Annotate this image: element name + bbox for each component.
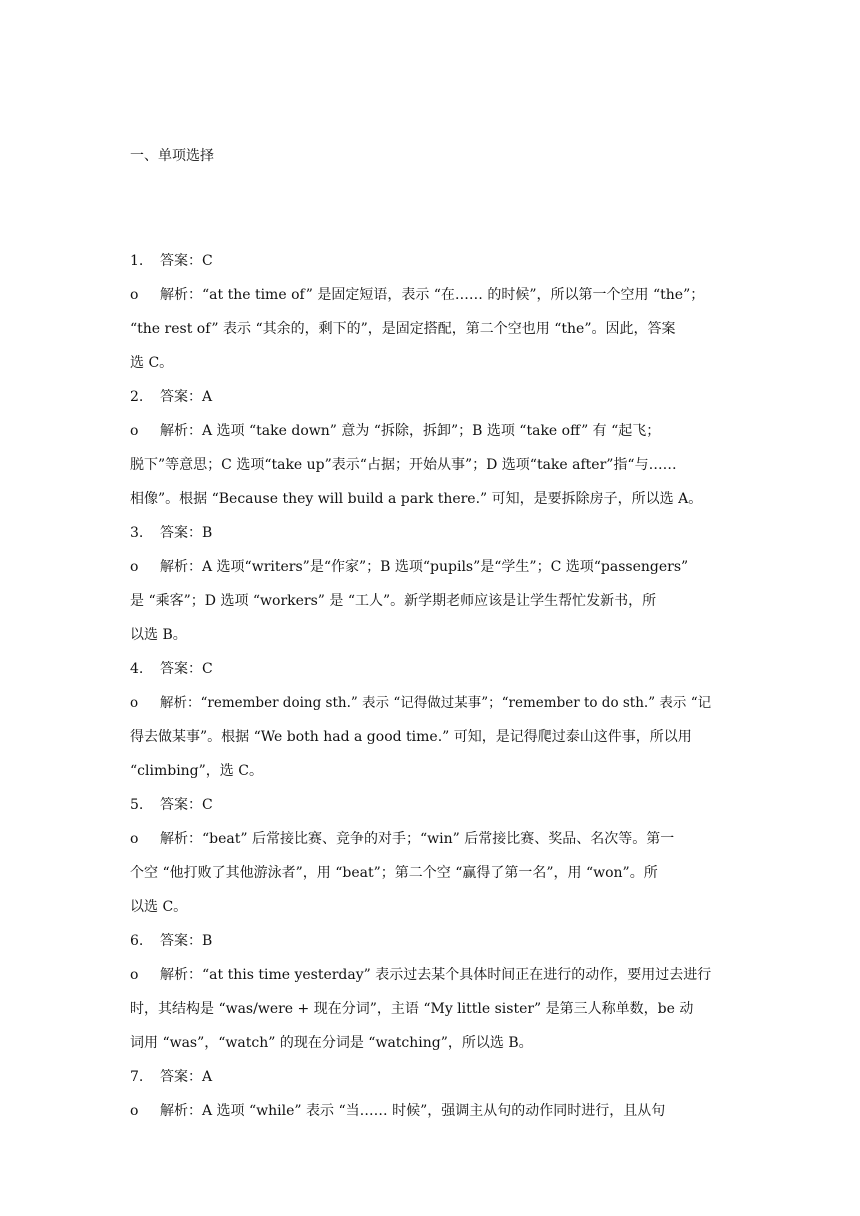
answer-text: 答案：C — [160, 797, 213, 813]
explanation-text: “climbing”，选 C。 — [130, 763, 263, 779]
explanation-text: “the rest of” 表示 “其余的，剩下的”，是固定搭配，第二个空也用 “the”。因此，答案 — [130, 321, 676, 337]
explanation-line — [130, 686, 730, 720]
explanation-line — [130, 346, 730, 380]
explanation-text: 解析：“remember doing sth.” 表示 “记得做过某事”；“remember to do sth.” 表示 “记 — [160, 695, 712, 711]
explanation-text: 词用 “was”，“watch” 的现在分词是 “watching”，所以选 B。 — [130, 1035, 533, 1051]
explanation-text: 解析：“at the time of” 是固定短语，表示 “在…… 的时候”，所以第一个空用 “the”； — [160, 287, 705, 303]
item-number: 1. — [130, 253, 144, 269]
explanation-text: 脱下”等意思；C 选项“take up”表示“占据；开始从事”；D 选项“take after”指“与…… — [130, 457, 677, 473]
explanation-line — [130, 822, 730, 856]
bullet-marker: o — [130, 1103, 139, 1119]
answer-line — [130, 652, 730, 686]
item-number: 5. — [130, 797, 144, 813]
explanation-line — [130, 992, 730, 1026]
explanation-line — [130, 1026, 730, 1060]
item-number: 6. — [130, 933, 144, 949]
bullet-marker: o — [130, 423, 139, 439]
bullet-marker: o — [130, 831, 139, 847]
bullet-marker: o — [130, 967, 139, 983]
explanation-text: 解析：A 选项 “take down” 意为 “拆除，拆卸”；B 选项 “take off” 有 “起飞； — [160, 423, 661, 439]
answer-list — [130, 244, 730, 1128]
explanation-line — [130, 584, 730, 618]
section-title: 一、单项选择 — [130, 148, 214, 164]
explanation-line — [130, 312, 730, 346]
explanation-text: 解析：“at this time yesterday” 表示过去某个具体时间正在进行的动作，要用过去进行 — [160, 967, 712, 983]
bullet-marker: o — [130, 287, 139, 303]
explanation-line — [130, 958, 730, 992]
answer-line — [130, 788, 730, 822]
answer-text: 答案：A — [160, 1069, 213, 1085]
answer-line — [130, 924, 730, 958]
explanation-line — [130, 720, 730, 754]
explanation-text: 选 C。 — [130, 355, 174, 371]
answer-item — [130, 788, 730, 924]
explanation-text: 以选 B。 — [130, 627, 187, 643]
item-number: 3. — [130, 525, 144, 541]
explanation-text: 是 “乘客”；D 选项 “workers” 是 “工人”。新学期老师应该是让学生帮忙发新书，所 — [130, 593, 657, 609]
explanation-text: 得去做某事”。根据 “We both had a good time.” 可知，是记得爬过泰山这件事，所以用 — [130, 729, 692, 745]
answer-item — [130, 244, 730, 380]
explanation-text: 解析：A 选项“writers”是“作家”；B 选项“pupils”是“学生”；C 选项“passengers” — [160, 559, 689, 575]
explanation-line — [130, 856, 730, 890]
item-number: 4. — [130, 661, 144, 677]
answer-text: 答案：C — [160, 661, 213, 677]
bullet-marker: o — [130, 695, 139, 711]
answer-text: 答案：B — [160, 933, 213, 949]
explanation-text: 时，其结构是 “was/were + 现在分词”，主语 “My little sister” 是第三人称单数，be 动 — [130, 1001, 694, 1017]
explanation-line — [130, 448, 730, 482]
explanation-line — [130, 754, 730, 788]
answer-item — [130, 516, 730, 652]
explanation-line — [130, 414, 730, 448]
explanation-line — [130, 550, 730, 584]
explanation-text: 以选 C。 — [130, 899, 188, 915]
explanation-text: 个空 “他打败了其他游泳者”，用 “beat”；第二个空 “赢得了第一名”，用 “won”。所 — [130, 865, 658, 881]
answer-item — [130, 1060, 730, 1128]
answer-item — [130, 380, 730, 516]
explanation-text: 相像”。根据 “Because they will build a park there.” 可知，是要拆除房子，所以选 A。 — [130, 491, 703, 507]
answer-line — [130, 516, 730, 550]
answer-text: 答案：B — [160, 525, 213, 541]
explanation-line — [130, 482, 730, 516]
explanation-line — [130, 890, 730, 924]
explanation-line — [130, 278, 730, 312]
explanation-line — [130, 1094, 730, 1128]
explanation-line — [130, 618, 730, 652]
item-number: 2. — [130, 389, 144, 405]
answer-line — [130, 244, 730, 278]
explanation-text: 解析：“beat” 后常接比赛、竞争的对手；“win” 后常接比赛、奖品、名次等。第一 — [160, 831, 675, 847]
bullet-marker: o — [130, 559, 139, 575]
answer-item — [130, 924, 730, 1060]
answer-line — [130, 380, 730, 414]
answer-item — [130, 652, 730, 788]
explanation-text: 解析：A 选项 “while” 表示 “当…… 时候”，强调主从句的动作同时进行，且从句 — [160, 1103, 666, 1119]
answer-text: 答案：A — [160, 389, 213, 405]
item-number: 7. — [130, 1069, 144, 1085]
answer-text: 答案：C — [160, 253, 213, 269]
answer-line — [130, 1060, 730, 1094]
